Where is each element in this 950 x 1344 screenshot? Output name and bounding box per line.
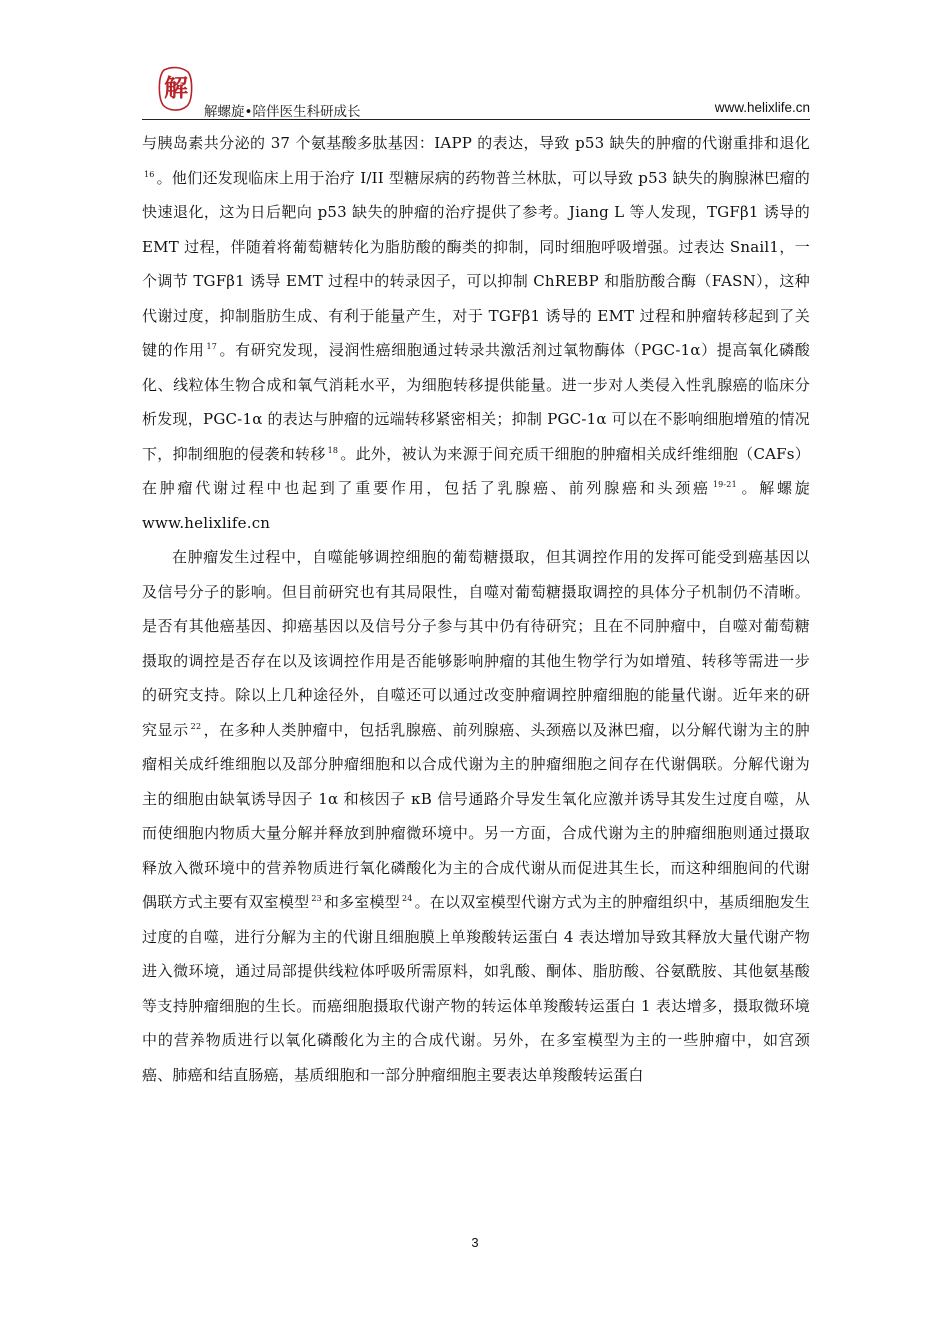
- text-run: 。有研究发现，浸润性癌细胞通过转录共激活剂过氧物酶体（PGC-1α）提高氧化磷酸化、线粒体生物合成和氧气消耗水平，为细胞转移提供能量。进一步对人类侵入性乳腺癌的临床分析发现，PGC-1α 的表达与肿瘤的远端转移紧密相关；抑制 PGC-1α 可以在不影响细胞增殖的情况下，抑制细胞的侵袭和转移: [142, 341, 810, 463]
- citation-ref: 24: [401, 894, 413, 903]
- header-url: www.helixlife.cn: [714, 100, 810, 115]
- paragraph: [142, 126, 810, 540]
- text-run: 。解螺旋 www.helixlife.cn: [142, 479, 810, 532]
- citation-ref: 23: [311, 894, 322, 903]
- citation-ref: 16: [144, 169, 155, 179]
- citation-ref: 18: [327, 445, 339, 455]
- text-run: ，在多种人类肿瘤中，包括乳腺癌、前列腺癌、头颈癌以及淋巴瘤，以分解代谢为主的肿瘤相关成纤维细胞以及部分肿瘤细胞和以合成代谢为主的肿瘤细胞之间存在代谢偶联。分解代谢为主的细胞由缺氧诱导因子 1α 和核因子 κB 信号通路介导发生氧化应激并诱导其发生过度自噬，从而使细胞内物质大量分解并释放到肿瘤微环境中。另一方面，合成代谢为主的肿瘤细胞则通过摄取释放入微环境中的营养物质进行氧化磷酸化为主的合成代谢从而促进其生长，而这种细胞间的代谢偶联方式主要有双室模型: [142, 720, 810, 911]
- citation-ref: 19-21: [712, 480, 737, 489]
- text-run: 和多室模型: [323, 893, 400, 911]
- logo-glyph: 解: [164, 74, 188, 102]
- paragraph: [142, 540, 810, 1092]
- helixlife-logo: [158, 66, 194, 112]
- text-run: 在肿瘤发生过程中，自噬能够调控细胞的葡萄糖摄取，但其调控作用的发挥可能受到癌基因以及信号分子的影响。但目前研究也有其局限性，自噬对葡萄糖摄取调控的具体分子机制仍不清晰。是否有其他癌基因、抑癌基因以及信号分子参与其中仍有待研究；且在不同肿瘤中，自噬对葡萄糖摄取的调控是否存在以及该调控作用是否能够影响肿瘤的其他生物学行为如增殖、转移等需进一步的研究支持。除以上几种途径外，自噬还可以通过改变肿瘤调控肿瘤细胞的能量代谢。近年来的研究显示: [142, 548, 810, 739]
- text-run: 。在以双室模型代谢方式为主的肿瘤组织中，基质细胞发生过度的自噬，进行分解为主的代谢且细胞膜上单羧酸转运蛋白 4 表达增加导致其释放大量代谢产物进入微环境，通过局部提供线粒体呼吸所需原料，如乳酸、酮体、脂肪酸、谷氨酰胺、其他氨基酸等支持肿瘤细胞的生长。而癌细胞摄取代谢产物的转运体单羧酸转运蛋白 1 表达增多，摄取微环境中的营养物质进行以氧化磷酸化为主的合成代谢。另外，在多室模型为主的一些肿瘤中，如宫颈癌、肺癌和结直肠癌，基质细胞和一部分肿瘤细胞主要表达单羧酸转运蛋白: [142, 893, 811, 1084]
- text-run: 。他们还发现临床上用于治疗 I/II 型糖尿病的药物普兰林肽，可以导致 p53 缺失的胸腺淋巴瘤的快速退化，这为日后靶向 p53 缺失的肿瘤的治疗提供了参考。Jiang L 等人发现，TGFβ1 诱导的 EMT 过程，伴随着将葡萄糖转化为脂肪酸的酶类的抑制，同时细胞呼吸增强。过表达 Snail1，一个调节 TGFβ1 诱导 EMT 过程中的转录因子，可以抑制 ChREBP 和脂肪酸合酶（FASN），这种代谢过度，抑制脂肪生成、有利于能量产生，对于 TGFβ1 诱导的 EMT 过程和肿瘤转移起到了关键的作用: [142, 168, 810, 359]
- citation-ref: 22: [190, 721, 202, 731]
- text-run: 。此外，被认为来源于间充质干细胞的肿瘤相关成纤维细胞（CAFs）在肿瘤代谢过程中也起到了重要作用，包括了乳腺癌、前列腺癌和头颈癌: [142, 444, 810, 497]
- header-title: 解螺旋•陪伴医生科研成长: [204, 104, 361, 120]
- header-divider: [142, 119, 810, 120]
- body-text: [142, 126, 810, 1092]
- page-number: 3: [471, 1235, 479, 1250]
- citation-ref: 17: [206, 342, 218, 351]
- text-run: 与胰岛素共分泌的 37 个氨基酸多肽基因：IAPP 的表达，导致 p53 缺失的肿瘤的代谢重排和退化: [142, 134, 810, 152]
